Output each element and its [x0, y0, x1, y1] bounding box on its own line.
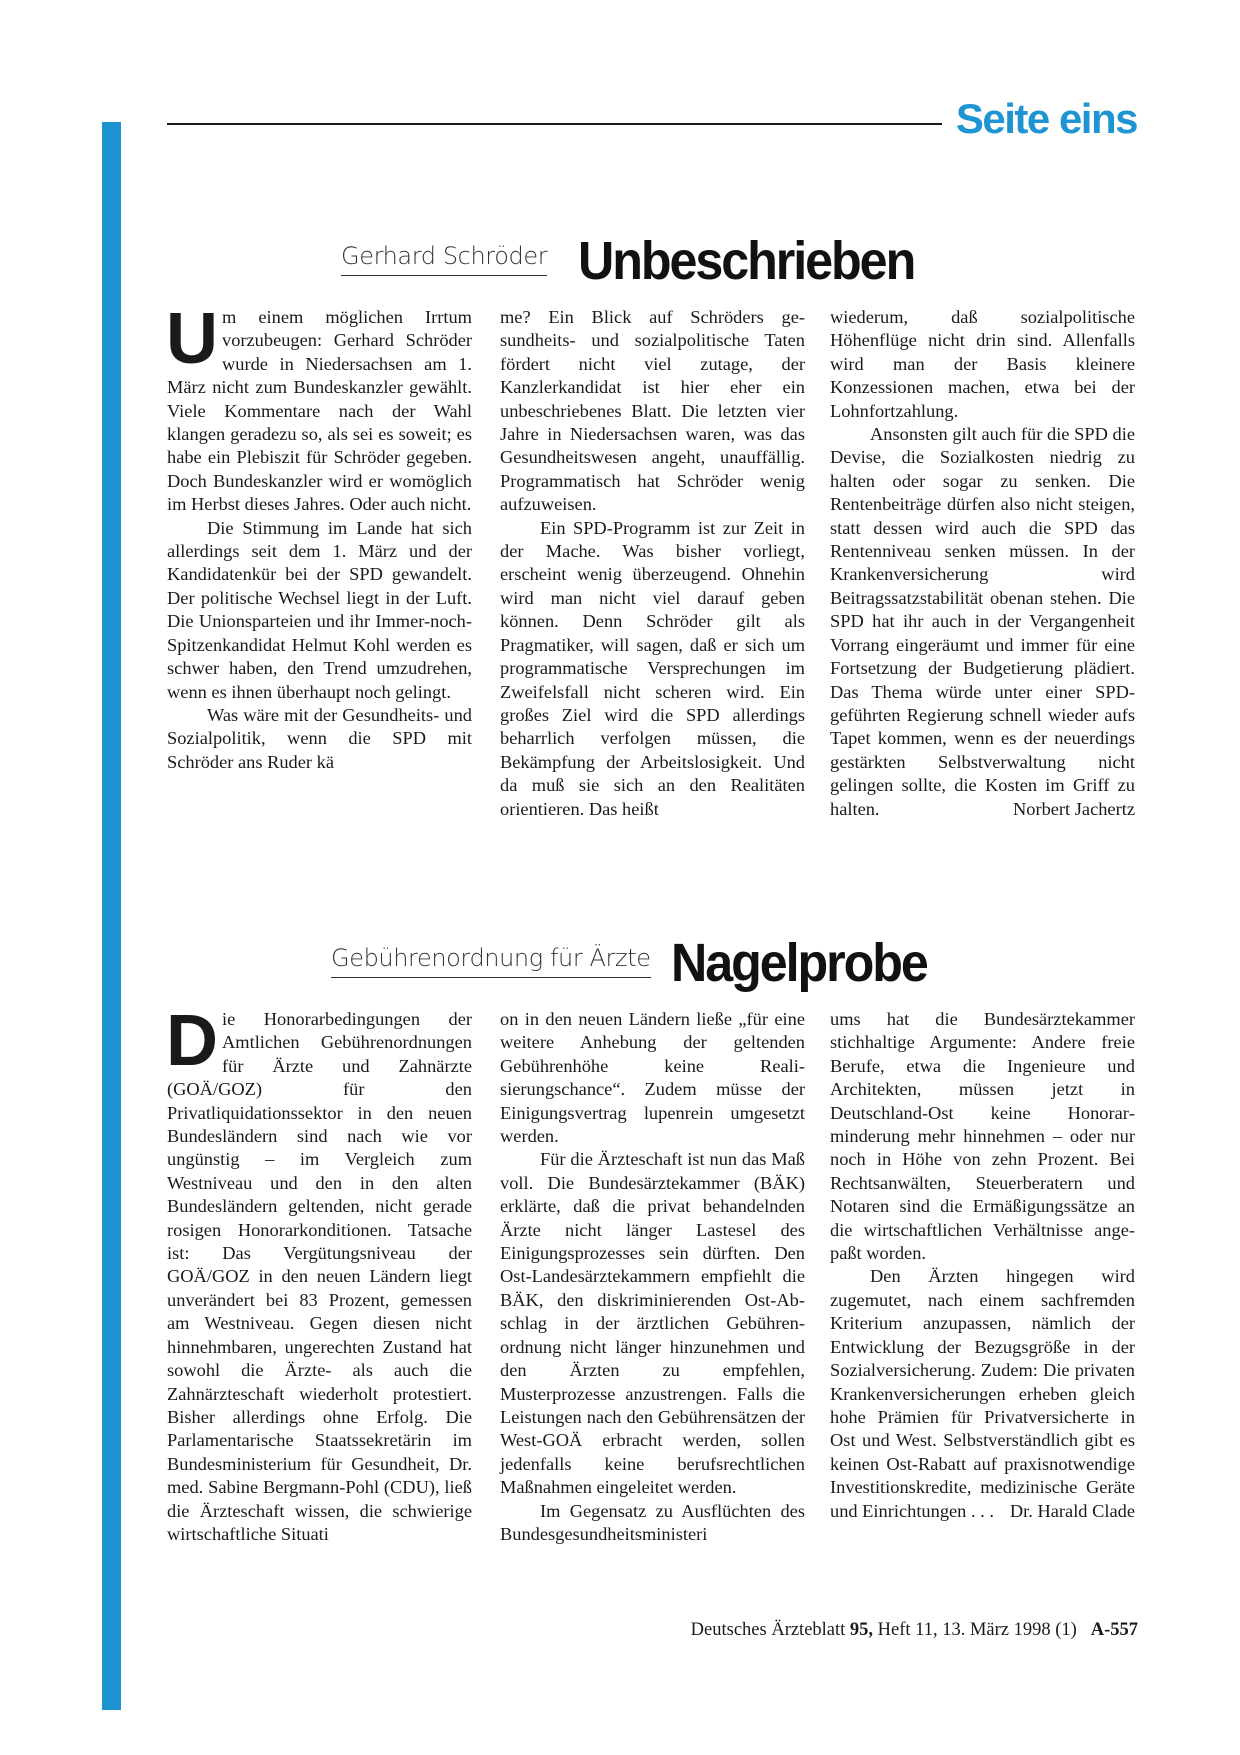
header-rule [167, 123, 942, 125]
article-2-column-3 [830, 1008, 1135, 1523]
footer-page-number: A-557 [1090, 1620, 1138, 1640]
paragraph: Ein SPD-Programm ist zur Zeit in der Mache. Was bisher vorliegt, erscheint wenig überzeugend. Ohnehin wird man nicht viel darauf geben können. Denn Schröder gilt als Pragmatiker, will sagen, daß er sich um programmatische Versprechungen im Zweifelsfall nicht scheren wird. Ein großes Ziel wird die SPD allerdings beharrlich verfolgen müssen, die Bekämpfung der Arbeitslosigkeit. Und da muß sie sich an den Realitäten orientieren. Das heißt [500, 517, 805, 819]
paragraph: m einem möglichen Irrtum vorzubeugen: Gerhard Schröder wurde in Niedersachsen am 1. März nicht zum Bundeskanzler gewählt. Viele Kommentare nach der Wahl klangen geradezu so, als sei es soweit; es habe ein Plebiszit für Schröder gegeben. Doch Bundeskanzler wird er womöglich im Herbst dieses Jahres. Oder auch nicht. [167, 307, 472, 515]
article-1-column-3 [830, 306, 1135, 821]
paragraph: on in den neuen Ländern ließe „für eine weitere Anhebung der geltenden Gebührenhöhe keine Realisierungschance“. Zudem müsse der Einigungsvertrag lupenrein umgesetzt werden. [500, 1009, 805, 1147]
page-footer [691, 1620, 1138, 1641]
paragraph: Im Gegensatz zu Ausflüchten des Bundesgesundheitsministeri [500, 1500, 805, 1544]
paragraph: Die Stimmung im Lande hat sich allerdings seit dem 1. März und der Kandidatenkür bei der SPD gewandelt. Der politische Wechsel liegt in der Luft. Die Unionsparteien und ihr Immer-noch-Spitzenkandidat Helmut Kohl werden es schwer haben, den Trend umzudrehen, wenn es ihnen überhaupt noch gelingt. [167, 517, 472, 702]
footer-volume: 95, [849, 1620, 874, 1640]
article-2-column-1 [166, 1001, 472, 1546]
article-1-dropcap: U [166, 299, 216, 379]
paragraph: wiederum, daß sozialpolitische Höhenflüge nicht drin sind. Allenfalls wird man der Basis kleinere Konzessionen machen, etwa bei der Lohnfortzahlung. [830, 307, 1135, 421]
paragraph: Den Ärzten hingegen wird zugemutet, nach einem sachfremden Kriterium anzupassen, nämlich der Entwicklung der Bezugsgröße in der Sozialversicherung. Zudem: Die privaten Krankenversicherungen erheben gleich hohe Prämien für Privatversicherte in Ost und West. Selbstverständlich gibt es keinen Ost-Rabatt auf praxisnotwendige Investitionskredite, medizinische Geräte und Einrichtungen . . . [830, 1266, 1135, 1521]
article-1-column-1 [166, 299, 472, 774]
paragraph: ums hat die Bundesärztekammer stichhaltige Argumente: Andere freie Berufe, etwa die Ingenieure und Architekten, müssen jetzt in Deutschland-Ost keine Honorarminderung mehr hinnehmen – oder nur noch in Höhe von zehn Prozent. Bei Rechtsanwälten, Steuerberatern und Notaren sind die Ermäßigungssätze an die wirtschaftlichen Verhältnisse angepaßt worden. [830, 1009, 1135, 1264]
section-title: Seite eins [955, 95, 1137, 142]
article-1-headline: Unbeschrieben [578, 231, 915, 291]
article-2-dropcap: D [166, 1001, 216, 1081]
paragraph: me? Ein Blick auf Schröders gesundheits- und sozialpolitische Taten fördert nicht viel zutage, der Kanzlerkandidat ist hier eher ein unbeschriebenes Blatt. Die letzten vier Jahre in Niedersachsen waren, was das Gesundheitswesen angeht, unauffällig. Programmatisch hat Schröder wenig aufzuweisen. [500, 307, 805, 515]
article-2-column-2 [500, 1008, 805, 1546]
sidebar-accent-bar [102, 122, 121, 1710]
article-2-author: Dr. Harald Clade [1009, 1500, 1135, 1521]
footer-journal: Deutsches Ärzteblatt [690, 1620, 846, 1640]
paragraph: ie Honorarbedingungen der Amtlichen Gebührenordnungen für Ärzte und Zahnärzte (GOÄ/GOZ) für den Privatliquidationssektor in den neuen Bundesländern sind nach wie vor ungünstig – im Vergleich zum Westniveau und den in den alten Bundesländern geltenden, nicht gerade rosigen Honorarkonditionen. Tatsache ist: Das Vergütungsniveau der GOÄ/GOZ in den neuen Ländern liegt unverändert bei 83 Prozent, gemessen am Westniveau. Gegen diesen nicht hinnehmbaren, ungerechten Zustand hat sowohl die Ärzte- als auch die Zahnärzteschaft wiederholt protestiert. Bisher allerdings ohne Erfolg. Die Parlamentarische Staatssekretärin im Bundesministerium für Gesundheit, Dr. med. Sabine Bergmann-Pohl (CDU), ließ die Ärzteschaft wissen, die schwierige wirtschaftliche Situati [167, 1009, 472, 1544]
article-1-author: Norbert Jachertz [1012, 798, 1135, 819]
article-2-kicker: Gebührenordnung für Ärzte [331, 946, 651, 978]
paragraph: Was wäre mit der Gesundheits- und Sozialpolitik, wenn die SPD mit Schröder ans Ruder kä [167, 704, 472, 772]
paragraph: Ansonsten gilt auch für die SPD die Devise, die Sozialkosten niedrig zu halten oder sogar zu senken. Die Rentenbeiträge dürfen also nicht steigen, statt dessen wird auch die SPD das Rentenniveau senken müssen. In der Krankenversicherung wird Beitragssatzstabilität obenan stehen. Die SPD hat ihr auch in der Vergangenheit Vorrang eingeräumt und immer für eine Fortsetzung der Budgetierung plädiert. Das Thema würde unter einer SPD-geführten Regierung schnell wieder aufs Tapet kommen, wenn es der neuerdings gestärkten Selbstverwaltung nicht gelingen sollte, die Kosten im Griff zu halten. [830, 424, 1135, 819]
paragraph: Für die Ärzteschaft ist nun das Maß voll. Die Bundesärztekammer (BÄK) erklärte, daß die privat behandelnden Ärzte nicht länger Lastesel des Einigungsprozesses sein dürften. Den Ost-Landesärztekammern empfiehlt die BÄK, den diskriminierenden Ost-Abschlag in der ärztlichen Gebührenordnung nicht länger hinzunehmen und den Ärzten zu empfehlen, Musterprozesse anzustrengen. Falls die Leistungen nach den Gebührensätzen der West-GOÄ erbracht werden, sollen jedenfalls keine berufsrechtlichen Maßnahmen eingeleitet werden. [500, 1149, 805, 1498]
article-1-column-2 [500, 306, 805, 821]
article-2-headline: Nagelprobe [671, 933, 927, 993]
footer-issue: Heft 11, 13. März 1998 (1) [877, 1620, 1077, 1640]
article-1-kicker: Gerhard Schröder [341, 244, 547, 276]
